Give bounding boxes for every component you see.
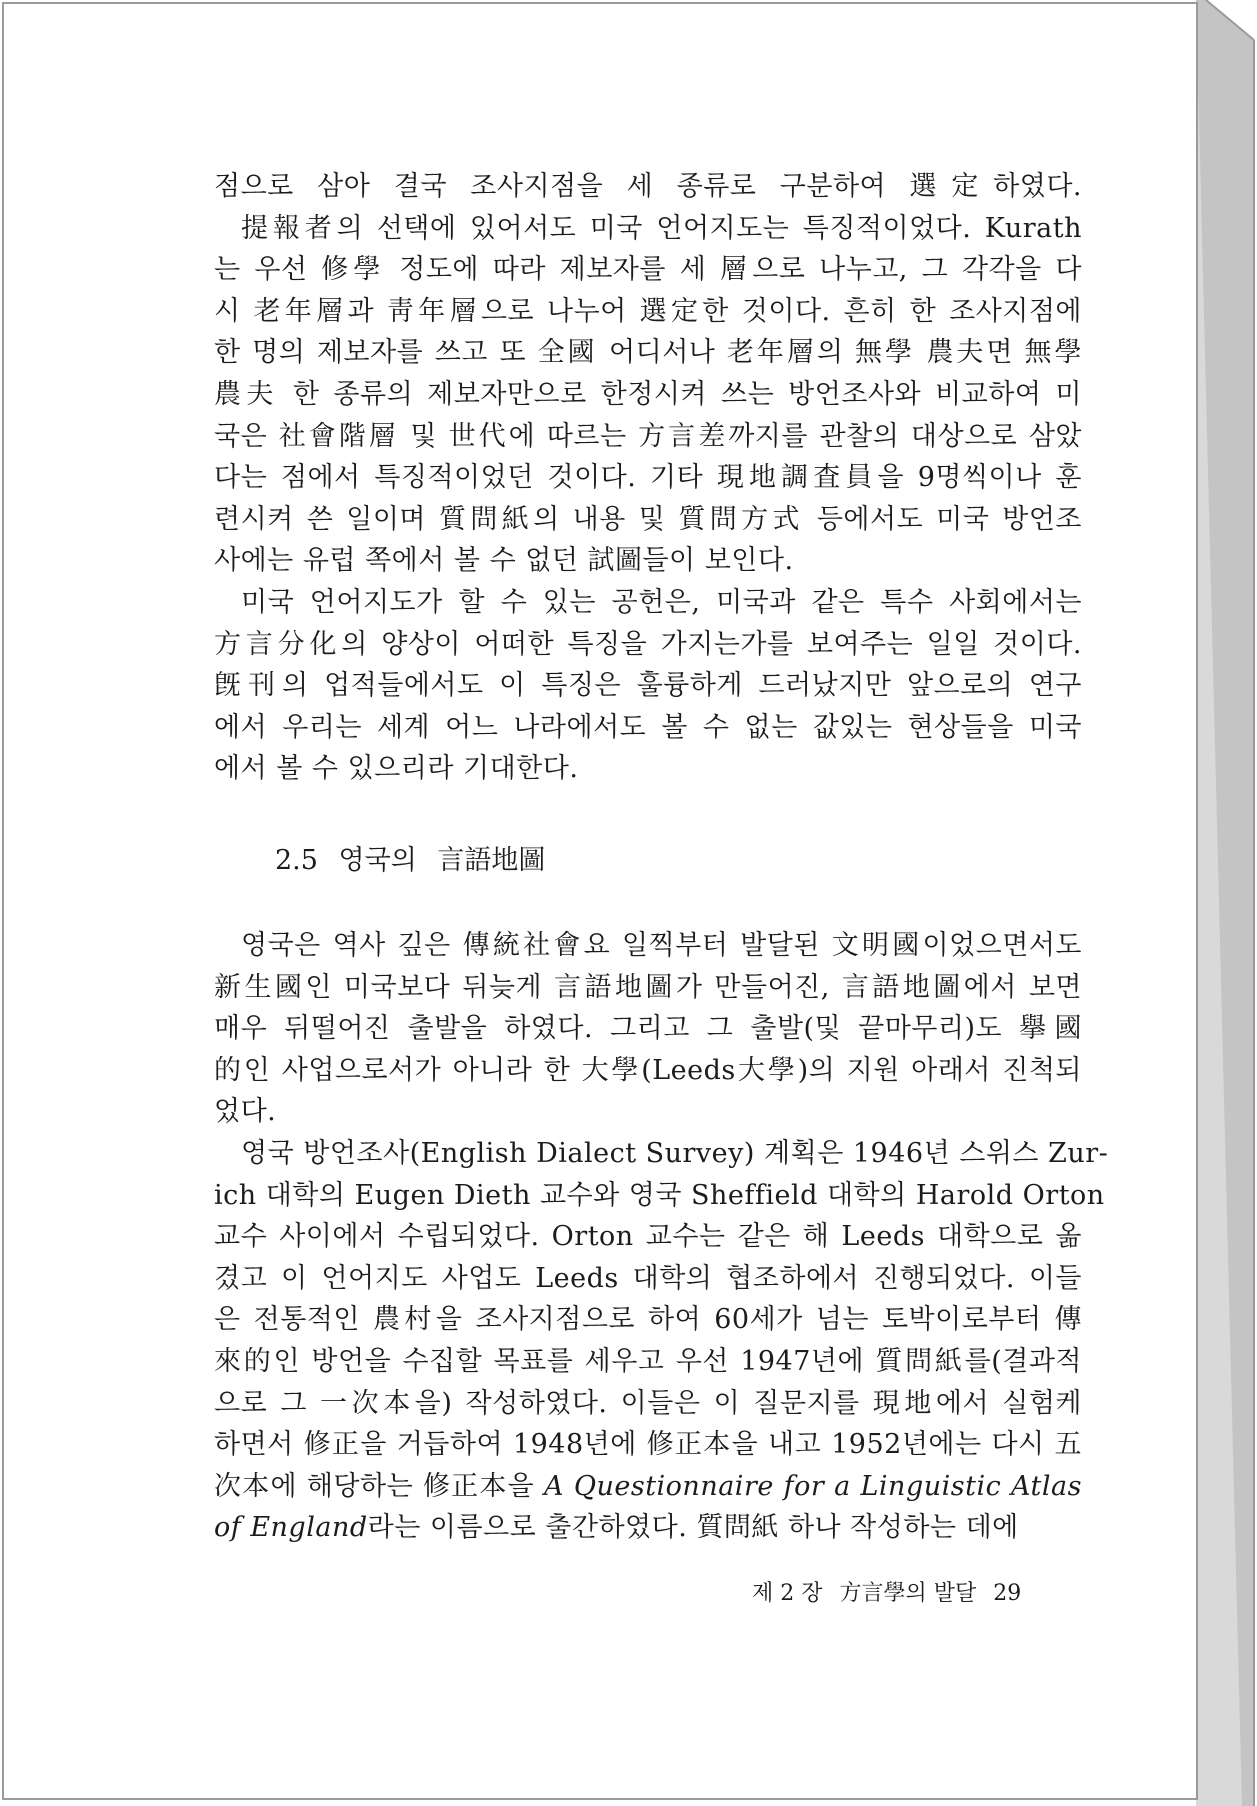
footer-chapter-title: 方言學의 발달	[839, 1581, 977, 1606]
italic-book-title: A Questionnaire for a Linguistic Atlas	[544, 1470, 1082, 1502]
section-heading	[275, 838, 545, 877]
book-page-edge-shadow	[1196, 0, 1257, 1806]
text-line: 영국 방언조사(English Dialect Survey) 계획은 1946년 스위스 Zur-	[241, 1137, 1109, 1169]
text-line: 영국은 역사 깊은 傳統社會요 일찍부터 발달된 文明國이었으면서도	[241, 930, 1082, 961]
text-line: 에서 볼 수 있으리라 기대한다.	[214, 753, 579, 785]
text-line: 다는 점에서 특징적이었던 것이다. 기타 現地調査員을 9명씩이나 훈	[214, 462, 1082, 494]
text-line: 하면서 修正을 거듭하여 1948년에 修正本을 내고 1952년에는 다시 五	[214, 1429, 1082, 1461]
body-text-section-1	[214, 166, 1082, 790]
text-line: 는 우선 修學 정도에 따라 제보자를 세 層으로 나누고, 그 각각을 다	[214, 254, 1083, 286]
text-line: 農夫 한 종류의 제보자만으로 한정시켜 쓰는 방언조사와 비교하여 미	[214, 378, 1082, 410]
text-line: 국은 社會階層 및 世代에 따르는 方言差까지를 관찰의 대상으로 삼았	[214, 420, 1082, 452]
footer-chapter: 제 2 장	[752, 1581, 823, 1606]
section-title: 영국의 言語地圖	[338, 845, 546, 876]
text-line: 매우 뒤떨어진 출발을 하였다. 그리고 그 출발(및 끝마무리)도 擧國	[214, 1013, 1082, 1045]
text-line: 方言分化의 양상이 어떠한 특징을 가지는가를 보여주는 일일 것이다.	[214, 628, 1082, 660]
text-line-with-italic-title	[214, 1466, 1082, 1508]
text-line-with-italic-title	[214, 1507, 1082, 1549]
text-line: 來的인 방언을 수집할 목표를 세우고 우선 1947년에 質問紙를(결과적	[214, 1345, 1082, 1377]
text-line: 新生國인 미국보다 뒤늦게 言語地圖가 만들어진, 言語地圖에서 보면	[214, 971, 1082, 1003]
text-fragment: 次本에 해당하는 修正本을	[214, 1470, 535, 1502]
text-line: 에서 우리는 세계 어느 나라에서도 볼 수 없는 값있는 현상들을 미국	[214, 711, 1082, 743]
text-fragment: 라는 이름으로 출간하였다. 質問紙 하나 작성하는 데에	[367, 1512, 1019, 1544]
text-line: 교수 사이에서 수립되었다. Orton 교수는 같은 해 Leeds 대학으로 옮	[214, 1221, 1082, 1253]
text-line: 시 老年層과 靑年層으로 나누어 選定한 것이다. 흔히 한 조사지점에	[214, 295, 1082, 327]
section-number: 2.5	[275, 845, 318, 876]
text-line: 겼고 이 언어지도 사업도 Leeds 대학의 협조하에서 진행되었다. 이들	[214, 1262, 1082, 1294]
text-line: 提報者의 선택에 있어서도 미국 언어지도는 특징적이었다. Kurath	[241, 212, 1082, 244]
page-footer	[752, 1576, 1031, 1607]
text-line: 점으로 삼아 결국 조사지점을 세 종류로 구분하여 選定하였다.	[214, 171, 1082, 202]
text-line: 련시켜 쓴 일이며 質問紙의 내용 및 質問方式 등에서도 미국 방언조	[214, 503, 1082, 535]
text-line: 미국 언어지도가 할 수 있는 공헌은, 미국과 같은 특수 사회에서는	[241, 586, 1082, 618]
text-line: 사에는 유럽 쪽에서 볼 수 없던 試圖들이 보인다.	[214, 545, 794, 577]
text-line: 은 전통적인 農村을 조사지점으로 하여 60세가 넘는 토박이로부터 傳	[214, 1304, 1082, 1336]
italic-book-title: of England	[214, 1512, 368, 1544]
text-line: 的인 사업으로서가 아니라 한 大學(Leeds大學)의 지원 아래서 진척되	[214, 1054, 1082, 1086]
text-line: 었다.	[214, 1096, 277, 1128]
text-line: 으로 그 一次本을) 작성하였다. 이들은 이 질문지를 現地에서 실험케	[214, 1387, 1082, 1419]
text-line: 旣刊의 업적들에서도 이 특징은 훌륭하게 드러났지만 앞으로의 연구	[214, 670, 1082, 702]
body-text-section-2	[214, 925, 1109, 1549]
footer-page-number: 29	[993, 1581, 1022, 1606]
text-line: ich 대학의 Eugen Dieth 교수와 영국 Sheffield 대학의 Harold Orton	[214, 1179, 1105, 1211]
text-line: 한 명의 제보자를 쓰고 또 全國 어디서나 老年層의 無學 農夫면 無學	[214, 337, 1082, 369]
